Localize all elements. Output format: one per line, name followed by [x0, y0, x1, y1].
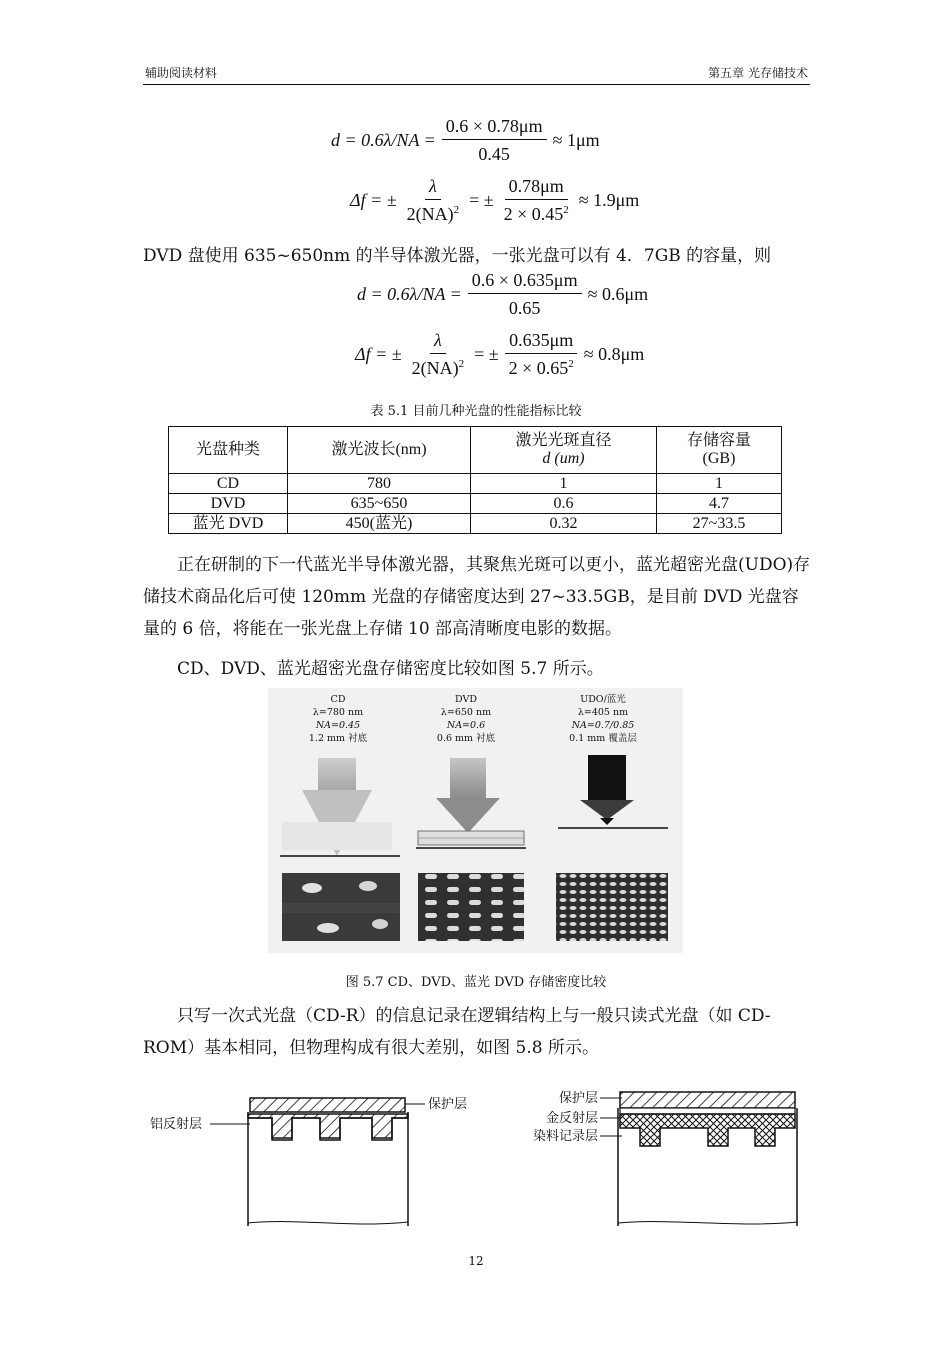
header-rule — [143, 84, 810, 85]
label-gold-reflect-layer: 金反射层 — [545, 1111, 598, 1126]
header-line: d (um) — [542, 450, 585, 467]
table-row — [169, 494, 782, 514]
udo-pit-micrograph — [556, 873, 668, 941]
table-cell: 450(蓝光) — [288, 514, 471, 534]
table-row — [169, 514, 782, 534]
formula-rhs: ≈ 1.9μm — [578, 190, 640, 210]
figure-cd-vs-cdr-structure — [150, 1078, 810, 1226]
table-cell: 0.6 — [471, 494, 657, 514]
formula-fraction — [442, 116, 547, 165]
formula-equals: = ± — [469, 190, 494, 210]
formula-fraction — [505, 330, 578, 379]
cd-label-name: CD — [330, 694, 346, 705]
paragraph-dvd-intro: DVD 盘使用 635~650nm 的半导体激光器，一张光盘可以有 4．7GB 的容量，则 — [143, 246, 772, 266]
formula-fraction — [500, 176, 573, 225]
exponent: 2 — [563, 204, 569, 216]
exponent: 2 — [458, 358, 465, 370]
dvd-label-wavelength: λ=650 nm — [440, 707, 492, 718]
table-cell: 4.7 — [657, 494, 782, 514]
formula-lhs: Δf = ± — [355, 344, 402, 364]
formula-focal-depth-dvd — [355, 330, 644, 379]
figure-storage-density-comparison — [268, 688, 683, 953]
table-cell: 0.32 — [471, 514, 657, 534]
paragraph-figure-intro: CD、DVD、蓝光超密光盘存储密度比较如图 5.7 所示。 — [177, 659, 604, 679]
cd-label-wavelength: λ=780 nm — [312, 707, 364, 718]
formula-lhs: d = 0.6λ/NA = — [331, 130, 436, 150]
fraction-numerator: λ — [425, 176, 441, 200]
fraction-numerator: λ — [430, 330, 446, 354]
formula-fraction — [408, 330, 469, 379]
fraction-numerator: 0.78μm — [505, 176, 568, 200]
cd-label-substrate: 1.2 mm 衬底 — [308, 733, 368, 744]
disc-spec-table — [168, 426, 782, 534]
dvd-label-na: NA=0.6 — [446, 720, 486, 731]
formula-lhs: Δf = ± — [350, 190, 397, 210]
fraction-denominator: 2 × 0.65 — [508, 358, 569, 378]
udo-label-name: UDO/蓝光 — [580, 694, 626, 705]
table-caption: 表 5.1 目前几种光盘的性能指标比较 — [370, 404, 582, 419]
fraction-numerator: 0.6 × 0.78μm — [442, 116, 547, 140]
table-cell: 1 — [471, 474, 657, 494]
paragraph-cdr: 只写一次式光盘（CD-R）的信息记录在逻辑结构上与一般只读式光盘（如 CD-ROM）基本相同，但物理构成有很大差别，如图 5.8 所示。 — [143, 1006, 771, 1058]
table-cell: 27~33.5 — [657, 514, 782, 534]
dvd-pit-micrograph — [418, 873, 524, 941]
formula-spot-size-dvd — [357, 270, 648, 319]
table-header-row — [169, 427, 782, 474]
table-cell: DVD — [169, 494, 288, 514]
label-dye-recording-layer: 染料记录层 — [532, 1129, 598, 1144]
formula-rhs: ≈ 0.6μm — [587, 284, 649, 304]
label-protect-layer-left: 保护层 — [428, 1097, 468, 1112]
cd-r-cross-section — [533, 1090, 797, 1226]
formula-focal-depth-cd — [350, 176, 639, 225]
formula-rhs: ≈ 1μm — [552, 130, 600, 150]
udo-label-na: NA=0.7/0.85 — [571, 720, 635, 731]
table-cell: 1 — [657, 474, 782, 494]
udo-label-substrate: 0.1 mm 覆盖层 — [569, 733, 637, 744]
formula-lhs: d = 0.6λ/NA = — [357, 284, 462, 304]
running-header-left: 辅助阅读材料 — [145, 66, 218, 80]
label-protect-layer-right: 保护层 — [558, 1091, 598, 1106]
page-number: 12 — [468, 1254, 484, 1268]
cd-pit-micrograph — [282, 873, 400, 941]
header-line: 存储容量 — [686, 432, 751, 449]
header-line: (GB) — [702, 450, 736, 467]
paragraph-next-gen: 正在研制的下一代蓝光半导体激光器，其聚焦光斑可以更小，蓝光超密光盘(UDO)存储技术商品化后可使 120mm 光盘的存储密度达到 27~33.5GB，是目前 DVD 光盘容量的 6 倍，将能在一张光盘上存储 10 部高清晰度电影的数据。 — [143, 555, 811, 639]
exponent: 2 — [568, 358, 574, 370]
fraction-numerator: 0.635μm — [505, 330, 577, 354]
formula-fraction — [468, 270, 582, 319]
label-aluminum-reflect-layer: 铝反射层 — [150, 1117, 203, 1132]
dvd-label-name: DVD — [455, 694, 477, 705]
header-line: 激光光斑直径 — [515, 432, 612, 449]
cd-rom-cross-section — [150, 1096, 467, 1226]
fraction-denominator: 2(NA) — [411, 358, 459, 378]
col-header-disc-type: 光盘种类 — [169, 427, 288, 474]
col-header-spot-diameter — [471, 427, 657, 474]
cd-label-na: NA=0.45 — [315, 720, 361, 731]
fraction-denominator: 0.45 — [478, 144, 510, 164]
fraction-denominator: 2 × 0.45 — [503, 204, 564, 224]
col-header-wavelength: 激光波长(nm) — [288, 427, 471, 474]
running-header-right: 第五章 光存储技术 — [708, 66, 808, 80]
table-cell: 780 — [288, 474, 471, 494]
formula-spot-size-cd — [331, 116, 600, 165]
dvd-label-substrate: 0.6 mm 衬底 — [436, 733, 496, 744]
exponent: 2 — [453, 204, 460, 216]
formula-equals: = ± — [474, 344, 499, 364]
formula-fraction — [403, 176, 464, 225]
fraction-denominator: 2(NA) — [406, 204, 454, 224]
figure-57-caption: 图 5.7 CD、DVD、蓝光 DVD 存储密度比较 — [345, 975, 607, 990]
table-cell: CD — [169, 474, 288, 494]
table-cell: 蓝光 DVD — [169, 514, 288, 534]
udo-label-wavelength: λ=405 nm — [577, 707, 629, 718]
table-cell: 635~650 — [288, 494, 471, 514]
table-row — [169, 474, 782, 494]
fraction-denominator: 0.65 — [508, 298, 541, 318]
formula-rhs: ≈ 0.8μm — [583, 344, 645, 364]
fraction-numerator: 0.6 × 0.635μm — [468, 270, 582, 294]
col-header-capacity — [657, 427, 782, 474]
